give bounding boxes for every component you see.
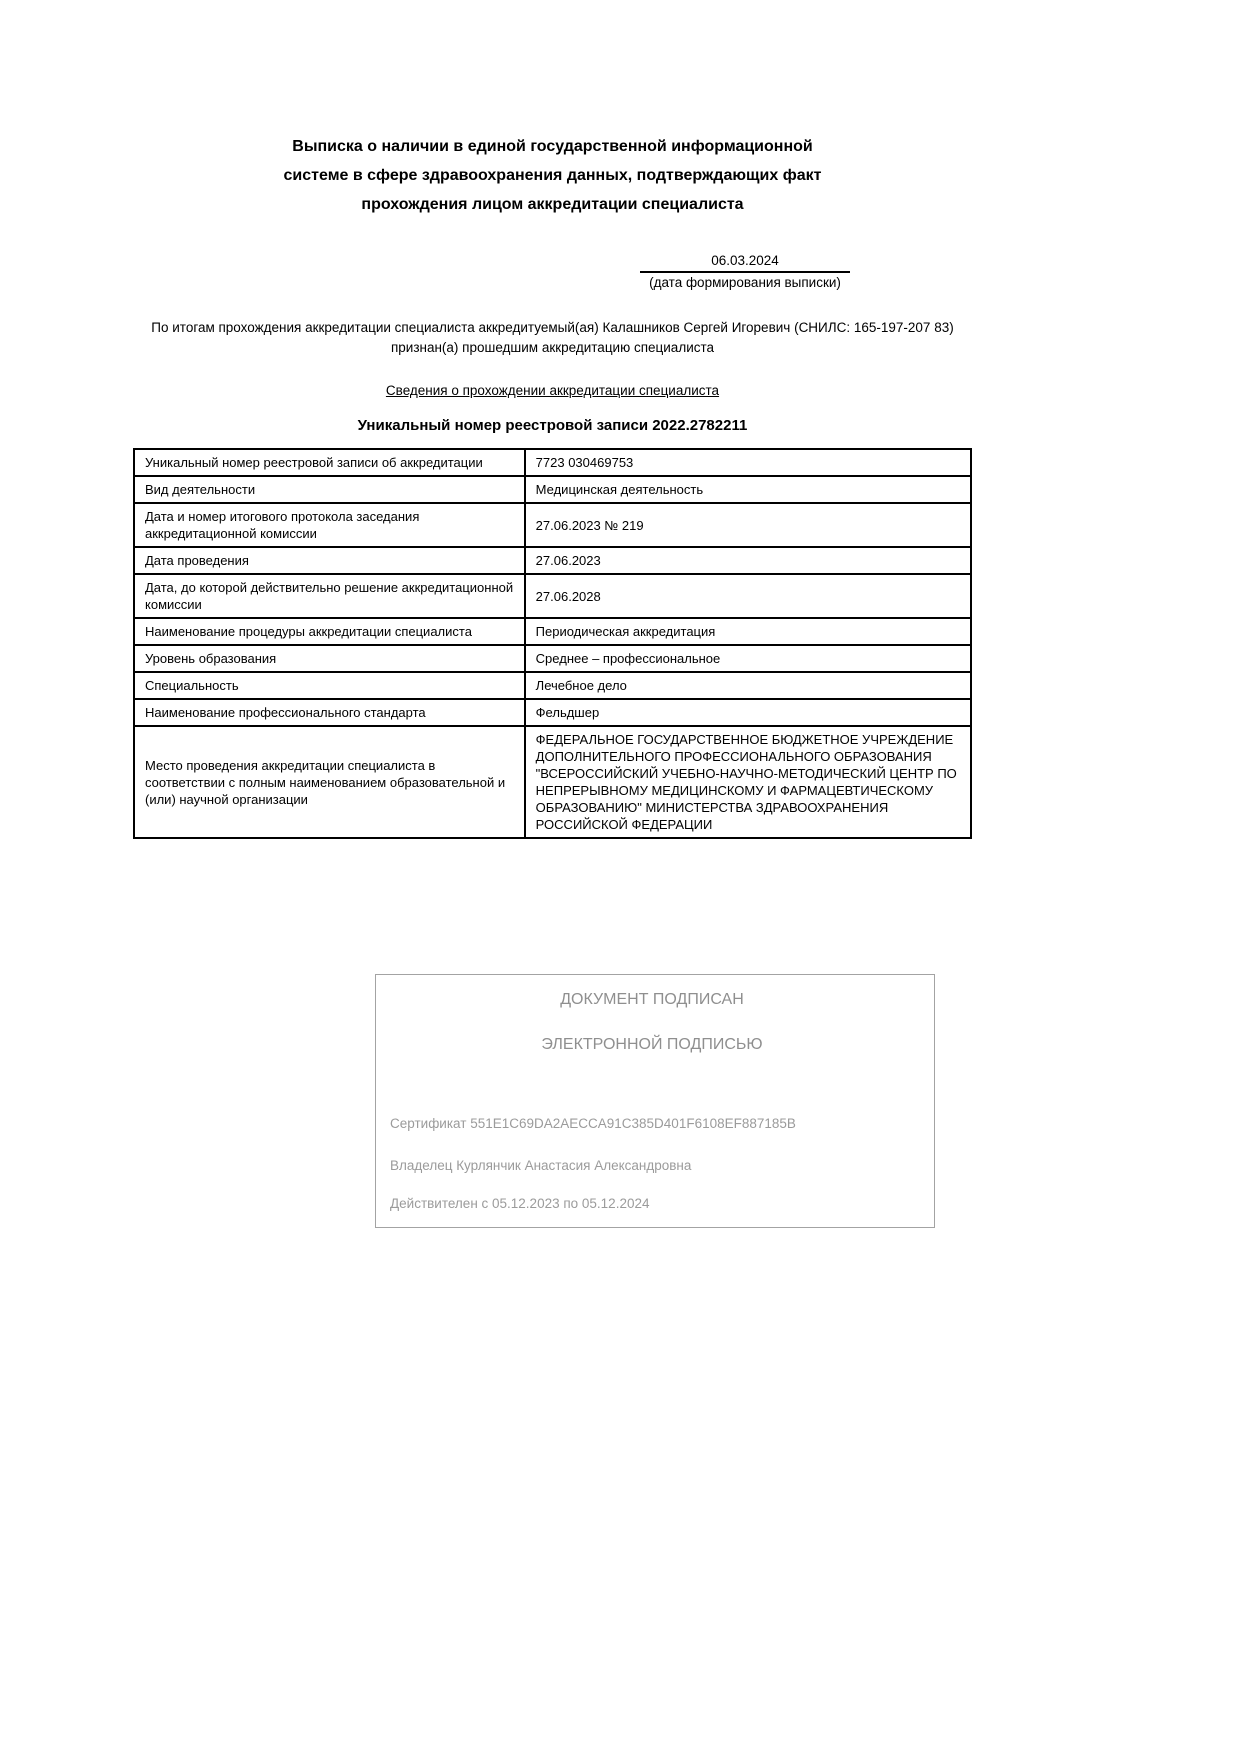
intro-line-1: По итогам прохождения аккредитации специалиста аккредитуемый(ая) Калашников Сергей Игоревич (СНИЛС: 165-197-207 83)	[151, 320, 954, 335]
row-value: Периодическая аккредитация	[525, 618, 971, 645]
table-row	[134, 476, 971, 503]
table-row	[134, 618, 971, 645]
table-row	[134, 574, 971, 618]
table-row	[134, 726, 971, 838]
row-value: Среднее – профессиональное	[525, 645, 971, 672]
row-label: Наименование профессионального стандарта	[134, 699, 525, 726]
row-label: Вид деятельности	[134, 476, 525, 503]
document-title-line-2: системе в сфере здравоохранения данных, подтверждающих факт	[283, 167, 822, 184]
document-title	[243, 132, 863, 219]
formation-date-block	[640, 251, 850, 292]
intro-paragraph	[133, 318, 972, 358]
row-label: Наименование процедуры аккредитации специалиста	[134, 618, 525, 645]
row-value: 27.06.2023 № 219	[525, 503, 971, 547]
accreditation-table	[133, 448, 972, 839]
row-value: 7723 030469753	[525, 449, 971, 476]
row-label: Специальность	[134, 672, 525, 699]
row-value: 27.06.2023	[525, 547, 971, 574]
row-label: Дата и номер итогового протокола заседания аккредитационной комиссии	[134, 503, 525, 547]
signature-header-line-1: ДОКУМЕНТ ПОДПИСАН	[560, 991, 744, 1008]
document-title-line-1: Выписка о наличии в единой государственной информационной	[292, 138, 813, 155]
row-value: Фельдшер	[525, 699, 971, 726]
electronic-signature-box	[375, 974, 935, 1228]
table-row	[134, 699, 971, 726]
row-label: Дата проведения	[134, 547, 525, 574]
row-value: Лечебное дело	[525, 672, 971, 699]
table-row	[134, 449, 971, 476]
formation-date-value: 06.03.2024	[640, 251, 850, 273]
signature-header-line-2: ЭЛЕКТРОННОЙ ПОДПИСЬЮ	[541, 1036, 763, 1053]
table-row	[134, 672, 971, 699]
table-row	[134, 645, 971, 672]
signature-certificate: Сертификат 551E1C69DA2AECCA91C385D401F6108EF887185B	[390, 1116, 796, 1131]
intro-line-2: признан(а) прошедшим аккредитацию специалиста	[390, 340, 715, 355]
document-title-line-3: прохождения лицом аккредитации специалиста	[361, 196, 744, 213]
row-value: ФЕДЕРАЛЬНОЕ ГОСУДАРСТВЕННОЕ БЮДЖЕТНОЕ УЧРЕЖДЕНИЕ ДОПОЛНИТЕЛЬНОГО ПРОФЕССИОНАЛЬНОГО ОБРАЗОВАНИЯ "ВСЕРОССИЙСКИЙ УЧЕБНО-НАУЧНО-МЕТОДИЧЕСКИЙ ЦЕНТР ПО НЕПРЕРЫВНОМУ МЕДИЦИНСКОМУ И ФАРМАЦЕВТИЧЕСКОМУ ОБРАЗОВАНИЮ" МИНИСТЕРСТВА ЗДРАВООХРАНЕНИЯ РОССИЙСКОЙ ФЕДЕРАЦИИ	[525, 726, 971, 838]
formation-date-caption: (дата формирования выписки)	[649, 275, 841, 290]
table-row	[134, 547, 971, 574]
row-value: 27.06.2028	[525, 574, 971, 618]
row-label: Уровень образования	[134, 645, 525, 672]
signature-validity: Действителен с 05.12.2023 по 05.12.2024	[390, 1196, 650, 1211]
document-content	[133, 0, 972, 1228]
row-label: Дата, до которой действительно решение аккредитационной комиссии	[134, 574, 525, 618]
row-value: Медицинская деятельность	[525, 476, 971, 503]
table-row	[134, 503, 971, 547]
row-label: Уникальный номер реестровой записи об аккредитации	[134, 449, 525, 476]
row-label: Место проведения аккредитации специалиста в соответствии с полным наименованием образовательной и (или) научной организации	[134, 726, 525, 838]
section-heading: Сведения о прохождении аккредитации специалиста	[385, 383, 720, 398]
signature-owner: Владелец Курлянчик Анастасия Александровна	[390, 1158, 692, 1173]
registry-number-heading: Уникальный номер реестровой записи 2022.2782211	[357, 417, 748, 434]
